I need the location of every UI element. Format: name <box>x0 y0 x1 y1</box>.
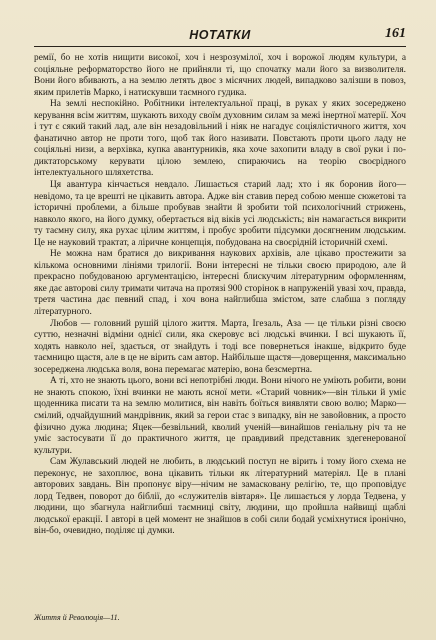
header-rule <box>34 46 406 47</box>
page-number: 161 <box>385 26 406 41</box>
article-body <box>34 53 406 538</box>
section-title: НОТАТКИ <box>189 28 251 42</box>
paragraph-7: Сам Жулавський людей не любить, в людський поступ не вірить і тому його схема не переконує, не захоплює, вона цікавить тільки як літературний матеріял. Це в плані авторових завдань. Він пропонує віру—нічим не замасковану релігію, те, що проповідує лорд Тедвен, поворот до біблії, до «служителів вівтаря». Це лишається у лорда Тедвена, у людини, що збагнула найглибші таємниці світу, людини, що пройшла найвищі щаблі людської еракції. І авторі в цей момент не знайшов в собі сили бодай усміхнутися іронічно, він-бо, очевидно, поділяє ці думки. <box>34 457 406 537</box>
page-header <box>34 28 406 48</box>
paragraph-3: Ця авантура кінчається невдало. Лишається старий лад; хто і як боронив його—невідомо, та це врешті не цікавить автора. Адже він ставив перед собою менше сюжетові та історичні проблеми, а більше пробував знайти й зробити той психологічний стрижень, навколо якого, на його думку, обертається від віків усі людськість; він намагається викрити ту таємну силу, яка рухає цілим життям, і пробує зробити підсумки досягненим людським. Це не науковий трактат, а ліричне концепція, побудована на своєрідній історичній схемі. <box>34 180 406 248</box>
paragraph-1: ремії, бо не хотів нищити високої, хоч і незрозумілої, хоч і ворожої людям культури, а соціяльне реформаторство його не прийняли ті, що спочатку мали його за визволителя. Вони його вбивають, а на землю летять двоє з місячних людей, випадково залізши в повоз, яким прилетів Марко, і натискувши таємного гудика. <box>34 53 406 98</box>
paragraph-2: На землі неспокійно. Робітники інтелектуальної праці, в руках у яких зосереджено керування всім життям, шукають виходу своїм духовним силам за межі інертної матерії. Хоч і тут є сякий такий лад, але він незадовільний і ніяк не нагадує соціялістичного життя, хоч фанатично автор не проти того, щоб так його називати. Повстають проти цього ладу не соціяльні низи, а верхівка, купка авантурників, яка хоче захопити владу в свої руки і по-диктаторському керувати цілою землею, спираючись на теорію своєрідного інтелектуального шляхетства. <box>34 99 406 179</box>
paragraph-4: Не можна нам братися до викривання наукових архівів, але цікаво простежити за кількома основними лініями трилогії. Вони інтересні не тільки своєю природою, але й прекрасно побудованою аргументацією, інтересні блискучим літературним оформленням, яке дає авторові силу тримати читача на протязі 900 сторінок в напруженій увазі хоч, правда, третя частина дає певний спад, і хоч вона найглибша змістом, зате слабша з погляду літературного. <box>34 249 406 318</box>
paragraph-6: А ті, хто не знають цього, вони всі непотрібні люди. Вони нічого не уміють робити, вони не знають спокою, їхні вчинки не мають ясної мети. «Старий човник»—він тільки й уміє щоденника писати та на землю молитися, він навіть боїться виявляти свою волю; Марко—смілий, одчайдушний мандрівник, який за герои стає з випадку, він не завойовник, а просто фізично дужа людина; Яцек—безвільний, кволий ученій—винайшов геніальну річ та не уміє застосувати її до практичного життя, це правдивий представник здегенерованої культури. <box>34 376 406 456</box>
page-footer: Життя й Революція—11. <box>34 613 120 622</box>
paragraph-5: Любов — головний рушій цілого життя. Марта, Ігезаль, Аза — це тільки різні своєю суттю, незначні відміни однієї сили, яка скеровує всі людські вчинки. І всі шукають її, ходять навколо неї, здається, от знайдуть і тоді все повернеться інакше, відкрито буде таємницю щастя, але в це не вірить сам автор. Найбільше щастя—доверщення, максимально зосереджена людська воля, вона перемагає матерію, вона безсмертна. <box>34 318 406 375</box>
